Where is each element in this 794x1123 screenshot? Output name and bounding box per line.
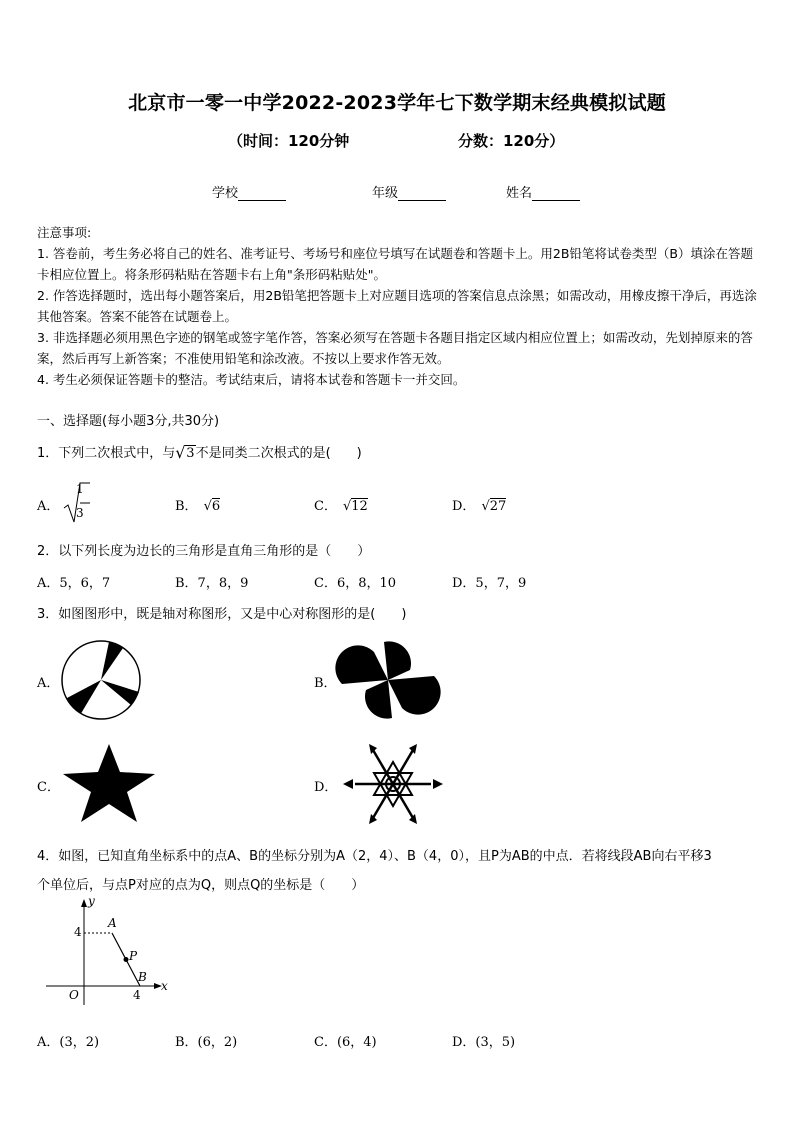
q3-option-b-figure — [340, 640, 436, 720]
q1-option-c-rad: 12 — [351, 499, 368, 514]
q3-option-b-label[interactable]: B． — [314, 676, 337, 691]
q1-option-a-den: 3 — [76, 506, 84, 520]
exam-time: （时间：120分钟 — [228, 132, 350, 150]
q4-origin: O — [69, 988, 79, 1002]
q4-x-axis-label: x — [161, 979, 168, 993]
q3-option-c-label[interactable]: C． — [37, 780, 60, 795]
grade-label: 年级 — [372, 186, 399, 201]
notice-item-1: 1. 答卷前，考生务必将自己的姓名、准考证号、考场号和座位号填写在试题卷和答题卡上。用2B铅笔将试卷类型（B）填涂在答题卡相应位置上。将条形码粘贴在答题卡右上角"条形码粘贴处"。 — [37, 246, 754, 282]
q1-option-a-num: 1 — [76, 482, 84, 496]
grade-blank[interactable] — [398, 186, 446, 201]
question-1-stem — [37, 442, 362, 461]
q4-option-a[interactable]: A．(3，2) — [37, 1035, 100, 1050]
school-label: 学校 — [212, 186, 239, 201]
q1-option-d-label: D． — [452, 499, 476, 514]
notice-item-2: 2. 作答选择题时，选出每小题答案后，用2B铅笔把答题卡上对应题目选项的答案信息点涂黑；如需改动，用橡皮擦干净后，再选涂其他答案。答案不能答在试题卷上。 — [37, 288, 757, 324]
q3-option-c-figure — [62, 744, 156, 822]
q1-option-a[interactable] — [37, 495, 59, 514]
q4-option-d[interactable]: D．(3，5) — [452, 1035, 516, 1050]
question-4-stem-line2: 个单位后，与点P对应的点为Q，则点Q的坐标是（ ） — [37, 878, 365, 893]
page-title: 北京市一零一中学2022-2023学年七下数学期末经典模拟试题 — [128, 92, 666, 114]
q1-option-b-rad: 6 — [211, 499, 221, 514]
q1-option-c[interactable]: C． √12 — [314, 499, 368, 514]
q1-option-d[interactable]: D． √27 — [452, 499, 507, 514]
name-blank[interactable] — [532, 186, 580, 201]
q1-option-b[interactable]: B． √6 — [175, 499, 221, 514]
q1-radicand: 3 — [186, 446, 195, 461]
q1-stem-b: 不是同类二次根式的是( ) — [195, 446, 362, 461]
q4-x-tick: 4 — [133, 988, 141, 1002]
q4-y-tick: 4 — [74, 925, 82, 939]
q1-option-b-label: B． — [175, 499, 198, 514]
q2-option-a[interactable]: A．5，6，7 — [37, 576, 111, 591]
q4-point-b: B — [138, 970, 147, 984]
question-4-stem-line1: 4．如图，已知直角坐标系中的点A、B的坐标分别为A（2，4）、B（4，0），且P为AB的中点．若将线段AB向右平移3 — [37, 849, 712, 864]
question-2-stem: 2．以下列长度为边长的三角形是直角三角形的是（ ） — [37, 544, 371, 559]
notice-item-3: 3. 非选择题必须用黑色字迹的钢笔或签字笔作答，答案必须写在答题卡各题目指定区域内相应位置上；如需改动，先划掉原来的答案，然后再写上新答案；不准使用铅笔和涂改液。不按以上要求作答无效。 — [37, 330, 753, 366]
school-field[interactable] — [212, 182, 286, 201]
q1-sqrt3: √ 3 — [175, 443, 195, 462]
q4-y-axis-label: y — [88, 894, 95, 908]
q4-option-b[interactable]: B．(6，2) — [175, 1035, 238, 1050]
school-blank[interactable] — [238, 186, 286, 201]
q3-option-a-label[interactable]: A． — [37, 676, 60, 691]
notice-heading: 注意事项: — [37, 225, 92, 240]
q1-option-d-rad: 27 — [489, 499, 507, 514]
q4-coordinate-figure — [46, 895, 176, 1010]
q3-option-d-label[interactable]: D． — [314, 780, 338, 795]
question-3-stem: 3．如图图形中，既是轴对称图形，又是中心对称图形的是( ) — [37, 607, 407, 622]
q4-option-c[interactable]: C．(6，4) — [314, 1035, 377, 1050]
q1-option-a-label: A． — [37, 499, 60, 514]
q4-point-p: P — [129, 949, 138, 963]
q2-option-c[interactable]: C．6，8，10 — [314, 576, 397, 591]
q1-option-c-label: C． — [314, 499, 337, 514]
name-field[interactable] — [506, 182, 580, 201]
q3-option-d-figure — [340, 742, 446, 826]
q2-option-b[interactable]: B．7，8，9 — [175, 576, 249, 591]
name-label: 姓名 — [506, 186, 533, 201]
exam-score: 分数：120分） — [458, 132, 565, 150]
notice-item-4: 4. 考生必须保证答题卡的整洁。考试结束后，请将本试卷和答题卡一并交回。 — [37, 372, 466, 387]
q4-point-a: A — [108, 916, 117, 930]
section-heading: 一、选择题(每小题3分,共30分) — [37, 414, 220, 429]
q1-stem-a: 1．下列二次根式中，与 — [37, 446, 176, 461]
q2-option-d[interactable]: D．5，7，9 — [452, 576, 527, 591]
q3-option-a-figure — [61, 640, 141, 720]
grade-field[interactable] — [372, 182, 446, 201]
